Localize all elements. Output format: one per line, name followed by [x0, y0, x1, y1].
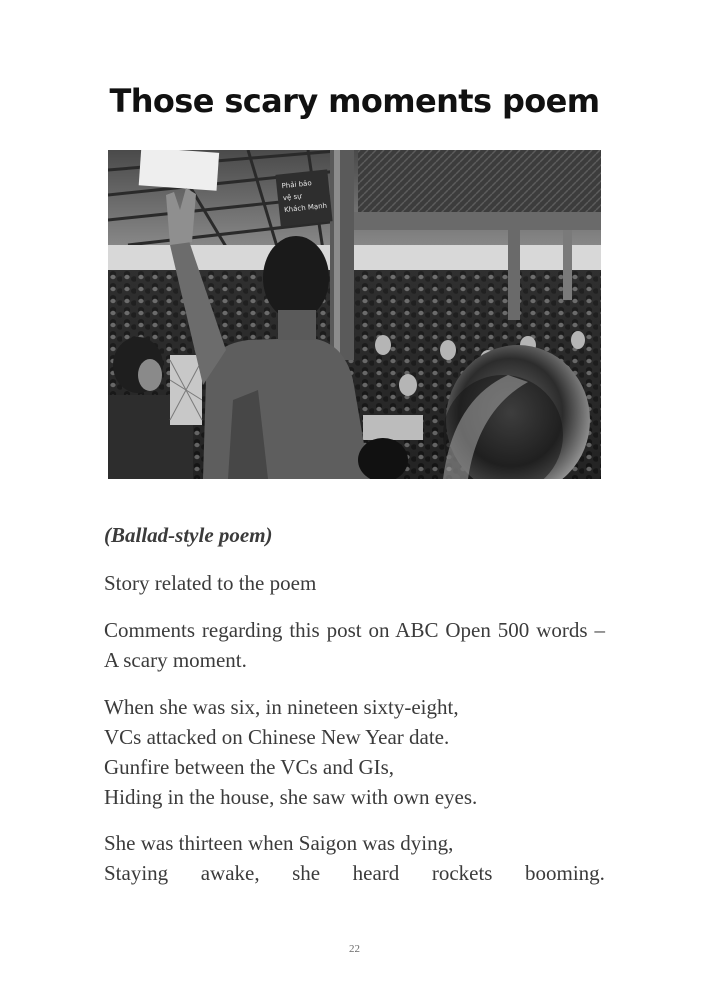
page-title: Those scary moments poem	[109, 82, 600, 120]
poem-line: VCs attacked on Chinese New Year date.	[104, 725, 450, 749]
poem-line: Hiding in the house, she saw with own eyes.	[104, 785, 478, 809]
poem-stanza-1	[104, 692, 605, 812]
photo-image	[108, 150, 601, 479]
poem-word: awake,	[200, 861, 260, 885]
svg-text:vệ sự: vệ sự	[282, 192, 302, 203]
poem-word: she	[292, 861, 321, 885]
svg-text:Khách Mạnh: Khách Mạnh	[283, 201, 328, 215]
poem-stanza-2	[104, 828, 605, 888]
poem-style-subtitle: (Ballad-style poem)	[104, 523, 273, 547]
poem-line-justified	[104, 858, 605, 888]
page-number: 22	[349, 943, 360, 955]
poem-line: Gunfire between the VCs and GIs,	[104, 755, 395, 779]
poem-word: Staying	[104, 861, 169, 885]
poem-word: rockets	[431, 861, 493, 885]
poem-word: heard	[352, 861, 400, 885]
story-link[interactable]: Story related to the poem	[104, 571, 317, 595]
poem-word: booming.	[525, 861, 605, 885]
svg-text:Phải bảo: Phải bảo	[281, 179, 313, 191]
poem-line: She was thirteen when Saigon was dying,	[104, 831, 454, 855]
poem-line: When she was six, in nineteen sixty-eight,	[104, 695, 459, 719]
comments-paragraph: Comments regarding this post on ABC Open 500 words – A scary moment.	[104, 618, 605, 672]
